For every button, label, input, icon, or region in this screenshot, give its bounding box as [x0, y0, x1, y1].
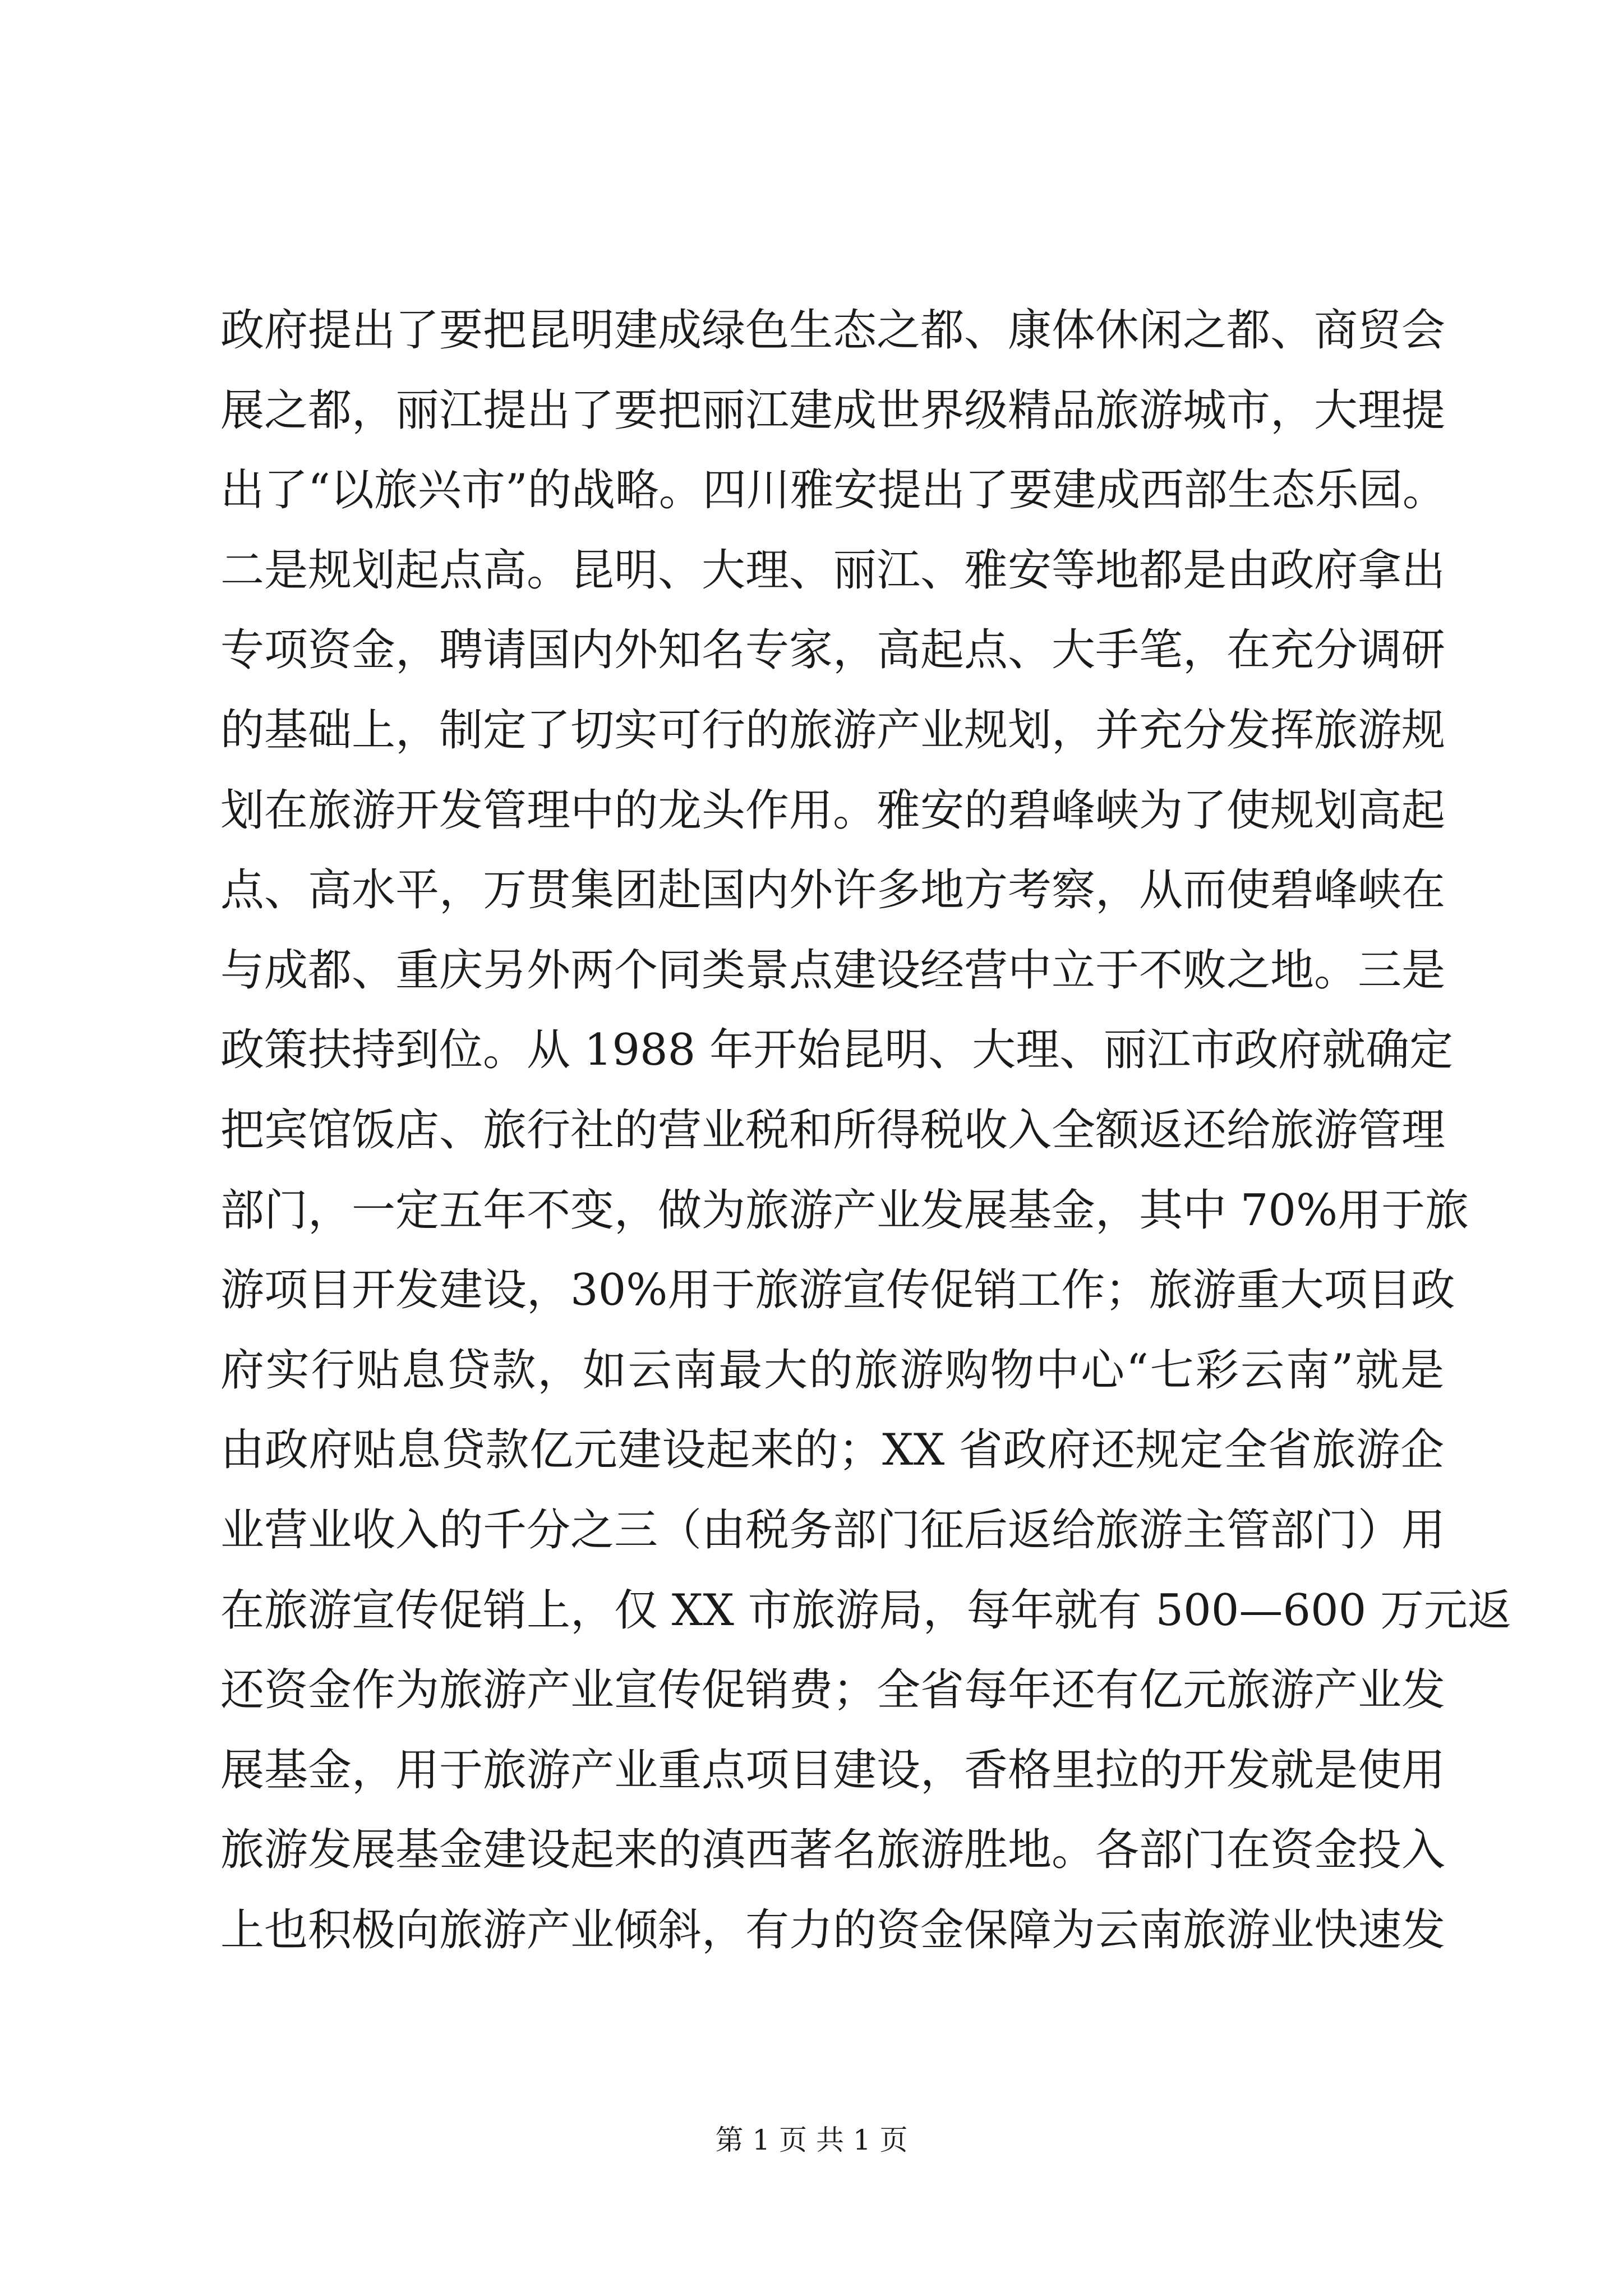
- text-line: 与成都、重庆另外两个同类景点建设经营中立于不败之地。三是: [220, 945, 1446, 996]
- text-line: 上也积极向旅游产业倾斜，有力的资金保障为云南旅游业快速发: [220, 1904, 1446, 1955]
- text-line: 政策扶持到位。从 1988 年开始昆明、大理、丽江市政府就确定: [220, 1025, 1454, 1076]
- text-line: 旅游发展基金建设起来的滇西著名旅游胜地。各部门在资金投入: [220, 1825, 1446, 1876]
- text-line: 游项目开发建设，30%用于旅游宣传促销工作；旅游重大项目政: [220, 1265, 1455, 1316]
- page-footer: 第 1 页 共 1 页: [715, 2124, 908, 2156]
- text-line: 业营业收入的千分之三（由税务部门征后返给旅游主管部门）用: [220, 1504, 1446, 1556]
- text-line: 出了“以旅兴市”的战略。四川雅安提出了要建成西部生态乐园。: [220, 465, 1446, 516]
- text-line: 部门，一定五年不变，做为旅游产业发展基金，其中 70%用于旅: [220, 1185, 1469, 1236]
- text-line: 划在旅游开发管理中的龙头作用。雅安的碧峰峡为了使规划高起: [220, 785, 1446, 836]
- text-line: 点、高水平，万贯集团赴国内外许多地方考察，从而使碧峰峡在: [220, 865, 1446, 916]
- body-paragraph: [220, 303, 1511, 1982]
- text-line: 由政府贴息贷款亿元建设起来的；XX 省政府还规定全省旅游企: [220, 1425, 1444, 1476]
- text-line: 专项资金，聘请国内外知名专家，高起点、大手笔，在充分调研: [220, 625, 1446, 676]
- text-line: 还资金作为旅游产业宣传促销费；全省每年还有亿元旅游产业发: [220, 1665, 1446, 1716]
- text-line: 在旅游宣传促销上，仅 XX 市旅游局，每年就有 500—600 万元返: [220, 1585, 1511, 1636]
- text-line: 展基金，用于旅游产业重点项目建设，香格里拉的开发就是使用: [220, 1745, 1446, 1796]
- text-line: 政府提出了要把昆明建成绿色生态之都、康体休闲之都、商贸会: [220, 305, 1446, 356]
- text-line: 展之都，丽江提出了要把丽江建成世界级精品旅游城市，大理提: [220, 385, 1446, 436]
- text-line: 府实行贴息贷款，如云南最大的旅游购物中心“七彩云南”就是: [220, 1345, 1444, 1396]
- text-line: 二是规划起点高。昆明、大理、丽江、雅安等地都是由政府拿出: [220, 545, 1446, 596]
- text-line: 的基础上，制定了切实可行的旅游产业规划，并充分发挥旅游规: [220, 705, 1446, 756]
- text-line: 把宾馆饭店、旅行社的营业税和所得税收入全额返还给旅游管理: [220, 1105, 1446, 1156]
